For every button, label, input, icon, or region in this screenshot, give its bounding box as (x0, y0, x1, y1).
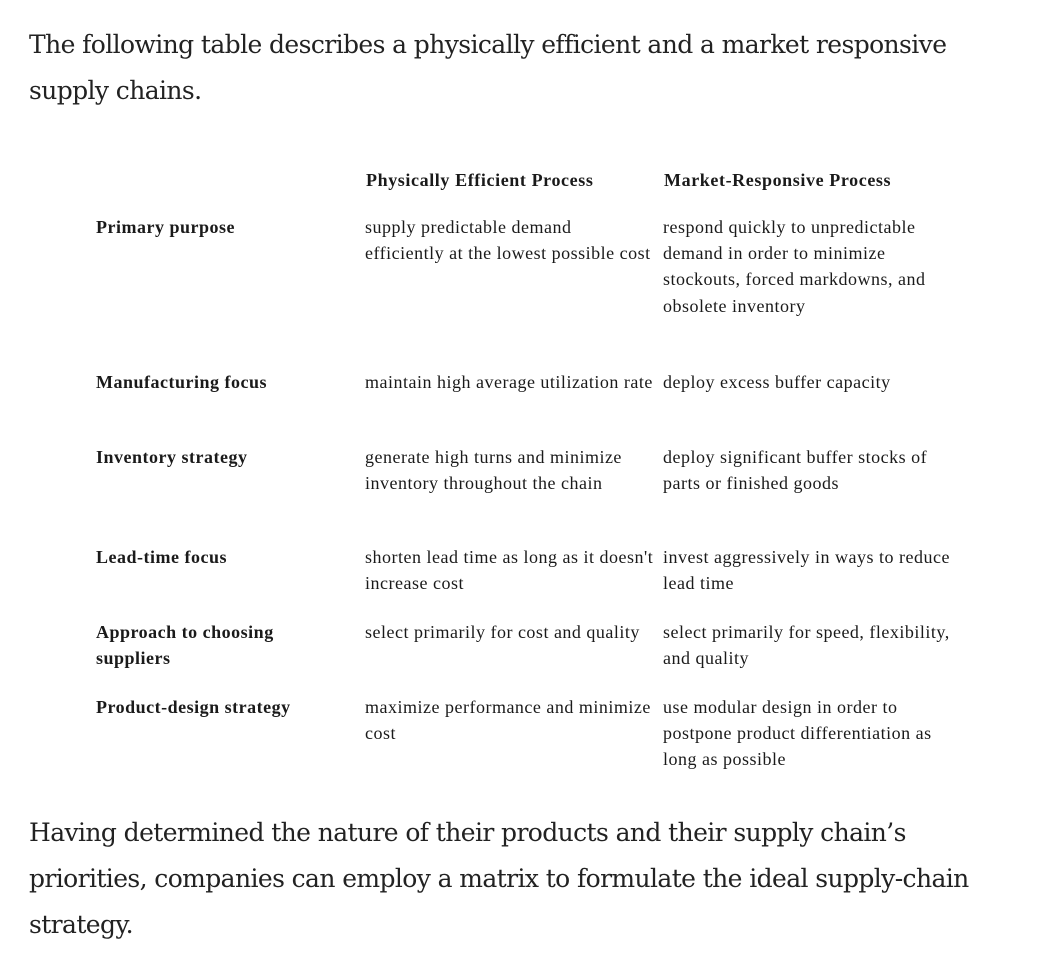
cell-efficient-choosing-suppliers: select primarily for cost and quality (365, 622, 640, 642)
row-label-lead-time-focus: Lead-time focus (96, 547, 227, 567)
cell-responsive-choosing-suppliers: select primarily for speed, flexibility, and quality (663, 622, 950, 669)
outro-paragraph: Having determined the nature of their products and their supply chain’s priorities, companies can employ a matrix to formulate the ideal supply-chain strategy. (29, 818, 969, 939)
cell-responsive-lead-time-focus: invest aggressively in ways to reduce lead time (663, 547, 950, 594)
row-label-product-design-strategy: Product-design strategy (96, 697, 291, 717)
row-label-inventory-strategy: Inventory strategy (96, 447, 248, 467)
cell-efficient-product-design-strategy: maximize performance and minimize cost (365, 697, 651, 744)
cell-responsive-inventory-strategy: deploy significant buffer stocks of parts or finished goods (663, 447, 928, 494)
cell-efficient-lead-time-focus: shorten lead time as long as it doesn't increase cost (365, 547, 654, 594)
cell-efficient-inventory-strategy: generate high turns and minimize inventory throughout the chain (365, 447, 622, 494)
header-physically-efficient: Physically Efficient Process (366, 170, 594, 190)
cell-responsive-manufacturing-focus: deploy excess buffer capacity (663, 372, 891, 392)
row-label-choosing-suppliers: Approach to choosing suppliers (96, 622, 274, 669)
header-market-responsive: Market-Responsive Process (664, 170, 892, 190)
intro-paragraph: The following table describes a physically efficient and a market responsive supply chains. (29, 30, 947, 105)
row-label-manufacturing-focus: Manufacturing focus (96, 372, 267, 392)
cell-responsive-product-design-strategy: use modular design in order to postpone product differentiation as long as possible (663, 697, 932, 770)
cell-efficient-manufacturing-focus: maintain high average utilization rate (365, 372, 653, 392)
row-label-primary-purpose: Primary purpose (96, 217, 235, 237)
cell-responsive-primary-purpose: respond quickly to unpredictable demand in order to minimize stockouts, forced markdowns, and obsolete inventory (663, 217, 926, 316)
cell-efficient-primary-purpose: supply predictable demand efficiently at the lowest possible cost (365, 217, 651, 264)
